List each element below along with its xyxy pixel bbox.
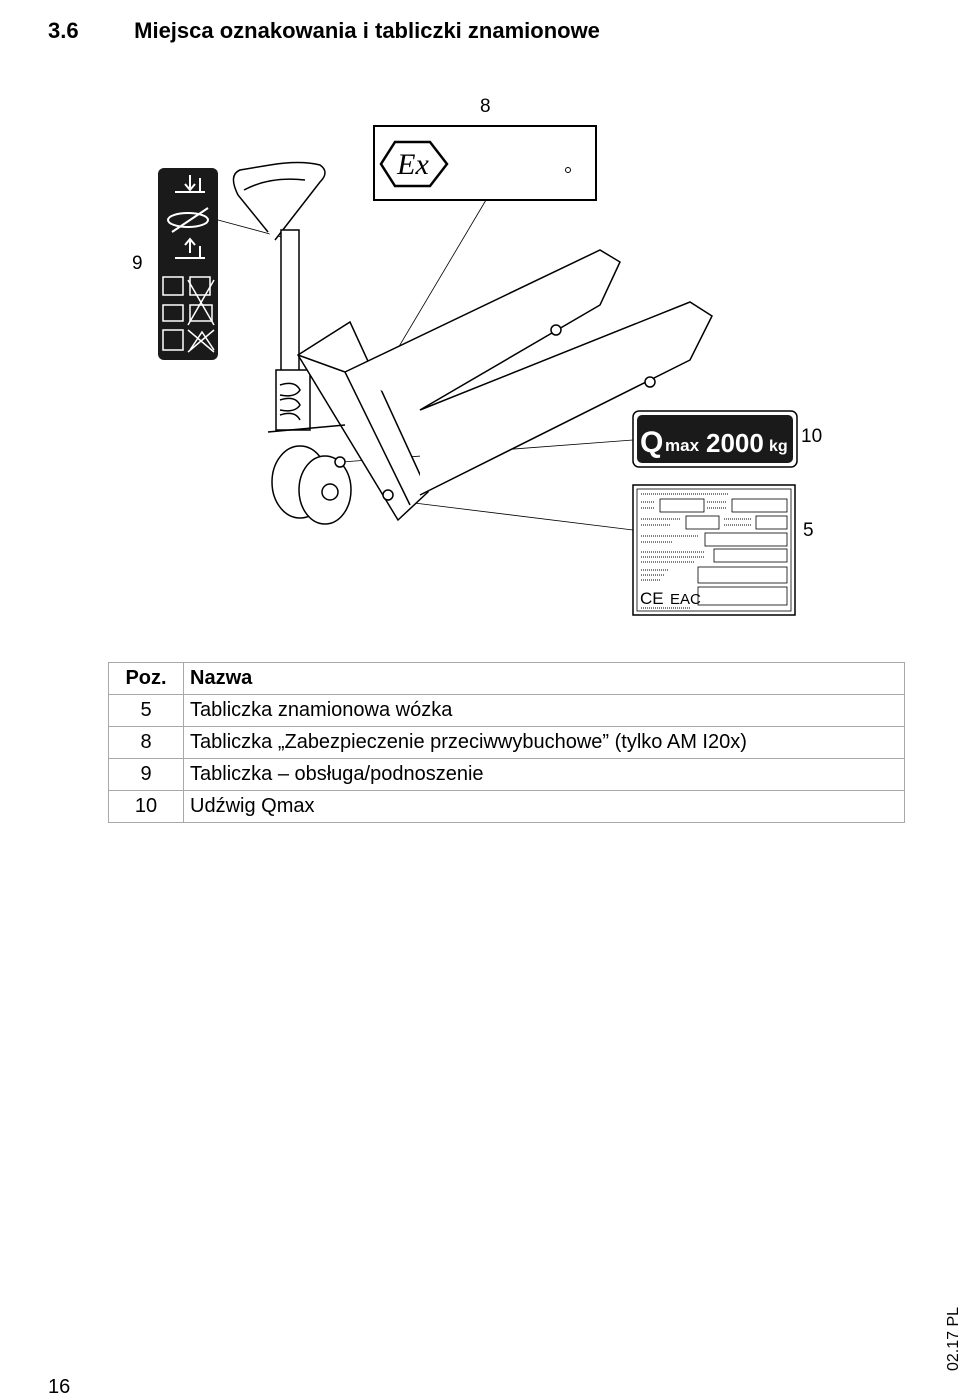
row-position: 5: [109, 695, 184, 727]
ex-label: [374, 126, 596, 200]
section-number: 3.6: [48, 18, 79, 43]
section-title: Miejsca oznakowania i tabliczki znamionowe: [134, 18, 600, 43]
pallet-truck-drawing: [233, 163, 712, 525]
header-position: Poz.: [109, 663, 184, 695]
qmax-q: Q: [640, 426, 664, 459]
qmax-unit: kg: [769, 438, 788, 455]
row-position: 8: [109, 727, 184, 759]
eac-mark: EAC: [670, 591, 701, 608]
callout-9: 9: [132, 253, 143, 274]
table-header-row: [109, 663, 905, 695]
qmax-subscript: max: [665, 436, 700, 455]
table-row: [109, 727, 905, 759]
table-row: [109, 695, 905, 727]
callout-5: 5: [803, 520, 814, 541]
ce-mark: CE: [640, 589, 664, 608]
ex-symbol: Ex: [397, 148, 429, 181]
row-name: Tabliczka „Zabezpieczenie przeciwwybuchowe” (tylko AM I20x): [184, 727, 905, 759]
page-number: 16: [48, 1376, 71, 1398]
section-heading: [48, 18, 600, 44]
qmax-value: 2000: [706, 428, 764, 458]
row-name: Tabliczka – obsługa/podnoszenie: [184, 759, 905, 791]
row-name: Tabliczka znamionowa wózka: [184, 695, 905, 727]
table-row: [109, 759, 905, 791]
callout-8: 8: [480, 96, 491, 117]
row-position: 10: [109, 791, 184, 823]
position-table: [108, 662, 905, 823]
row-position: 9: [109, 759, 184, 791]
qmax-label: [633, 411, 797, 467]
document-version: 02.17 PL: [945, 1306, 963, 1372]
nameplate: [633, 485, 795, 615]
callout-10: 10: [801, 426, 823, 447]
header-name: Nazwa: [184, 663, 905, 695]
table-row: [109, 791, 905, 823]
pallet-truck-figure: [0, 80, 950, 640]
row-name: Udźwig Qmax: [184, 791, 905, 823]
operation-label: [158, 168, 218, 360]
